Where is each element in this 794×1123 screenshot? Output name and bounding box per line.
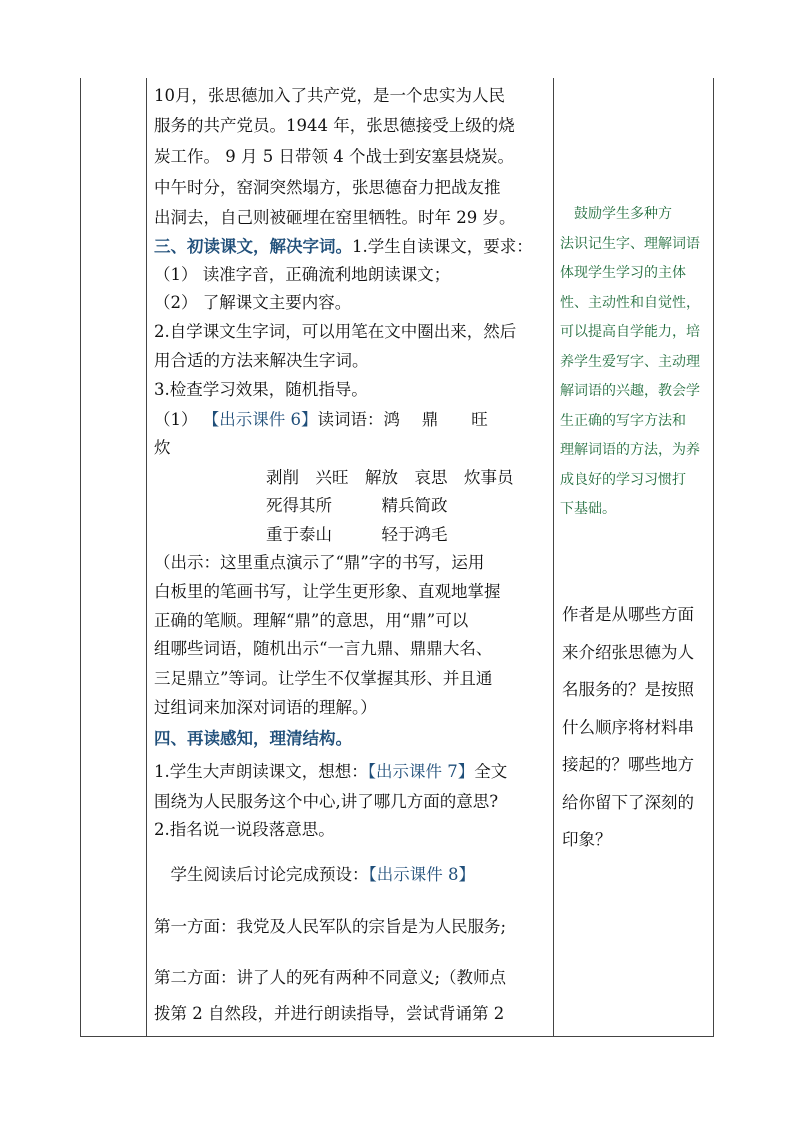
aspect-2-line-1: 第二方面：讲了人的死有两种不同意义;（教师点 (154, 968, 507, 987)
intro-line-4: 中午时分，窑洞突然塌方，张思德奋力把战友推 (154, 178, 501, 197)
words-heading (154, 406, 488, 430)
question-line: 印象？ (562, 830, 612, 849)
question-line: 接起的？哪些地方 (562, 755, 694, 774)
discussion-line (154, 861, 475, 885)
aspect-2-line-2: 拨第 2 自然段，并进行朗读指导，尝试背诵第 2 (154, 1004, 505, 1023)
discussion-text: 学生阅读后讨论完成预设： (154, 865, 369, 884)
courseware-7-tag: 【出示课件 7】 (367, 762, 475, 781)
note-line-2: 白板里的笔画书写，让学生更形象、直观地掌握 (154, 582, 501, 601)
table-border-left (80, 78, 81, 1037)
words-intro: 读词语：鸿 鼎 旺 (317, 410, 488, 429)
table-border-right (713, 78, 714, 1037)
requirement-1: （1） 读准字音，正确流利地朗读课文； (154, 265, 451, 284)
table-divider-2 (553, 78, 554, 1037)
intro-line-2: 服务的共产党员。1944 年，张思德接受上级的烧 (154, 116, 515, 135)
note-line: 法识记生字、理解词语 (560, 235, 700, 252)
step-3: 3.检查学习效果，随机指导。 (154, 380, 368, 399)
words-line-3: 重于泰山 轻于鸿毛 (266, 525, 448, 544)
intro-line-3: 炭工作。 9 月 5 日带领 4 个战士到安塞县烧炭。 (154, 147, 514, 166)
words-line-0: 炊 (154, 438, 171, 457)
note-line-5: 三足鼎立”等词。让学生不仅掌握其形、并且通 (154, 669, 493, 688)
question-line: 来介绍张思德为人 (562, 642, 694, 662)
note-line-6: 过组词来加深对词语的理解。） (154, 698, 377, 717)
note-line: 理解词语的方法，为养 (560, 442, 700, 458)
note-line: 鼓励学生多种方 (560, 206, 672, 222)
note-line: 成良好的学习习惯打 (560, 471, 686, 488)
guiding-question (562, 596, 712, 859)
courseware-6-tag: 【出示课件 6】 (202, 410, 318, 429)
note-line: 解词语的兴趣，教会学 (560, 383, 700, 399)
section-3-heading (154, 233, 533, 257)
words-line-2: 死得其所 精兵简政 (266, 496, 448, 515)
note-line: 养学生爱写字、主动理 (560, 353, 700, 370)
intro-line-5: 出洞去，自己则被砸埋在窑里牺牲。时年 29 岁。 (154, 208, 516, 227)
note-line-3: 正确的笔顺。理解“鼎”的意思，用“鼎”可以 (154, 611, 469, 630)
table-border-bottom (80, 1036, 714, 1037)
section-4-question: 1.学生大声朗读课文，想想： (154, 762, 368, 781)
section-3-intro: 1.学生自读课文，要求： (352, 237, 533, 256)
courseware-8-tag: 【出示课件 8】 (368, 865, 475, 884)
section-3-title: 三、初读课文，解决字词。 (154, 237, 352, 256)
note-line-1: （出示：这里重点演示了“鼎”字的书写，运用 (154, 553, 485, 572)
note-line: 体现学生学习的主体 (560, 265, 686, 281)
note-line: 可以提高自学能力，培 (560, 324, 700, 340)
section-4-line-2: 围绕为人民服务这个中心,讲了哪几方面的意思? (154, 792, 499, 811)
question-line: 作者是从哪些方面 (562, 605, 694, 624)
note-line: 性、主动性和自觉性， (560, 294, 700, 311)
section-4-title: 四、再读感知，理清结构。 (154, 729, 352, 748)
design-intent-note (560, 200, 712, 525)
section-4-line-1 (154, 758, 507, 782)
intro-line-1: 10月，张思德加入了共产党，是一个忠实为人民 (154, 86, 505, 105)
question-line: 给你留下了深刻的 (562, 792, 694, 812)
table-divider-1 (146, 78, 147, 1037)
question-line: 名服务的？是按照 (562, 680, 694, 699)
question-line: 什么顺序将材料串 (562, 717, 694, 737)
section-4-line-3: 2.指名说一说段落意思。 (154, 820, 335, 839)
note-line: 生正确的写字方法和 (560, 412, 686, 429)
words-line-1: 剥削 兴旺 解放 哀思 炊事员 (266, 468, 514, 487)
words-prefix: （1） (154, 410, 203, 429)
step-2-line-1: 2.自学课文生字词，可以用笔在文中圈出来，然后 (154, 322, 517, 341)
aspect-1: 第一方面：我党及人民军队的宗旨是为人民服务; (154, 917, 507, 936)
requirement-2: （2） 了解课文主要内容。 (154, 293, 352, 312)
note-line-4: 组哪些词语，随机出示“一言九鼎、鼎鼎大名、 (154, 639, 493, 658)
step-2-line-2: 用合适的方法来解决生字词。 (154, 351, 369, 370)
section-4-question-end: 全文 (474, 762, 508, 781)
note-line: 下基础。 (560, 501, 616, 517)
